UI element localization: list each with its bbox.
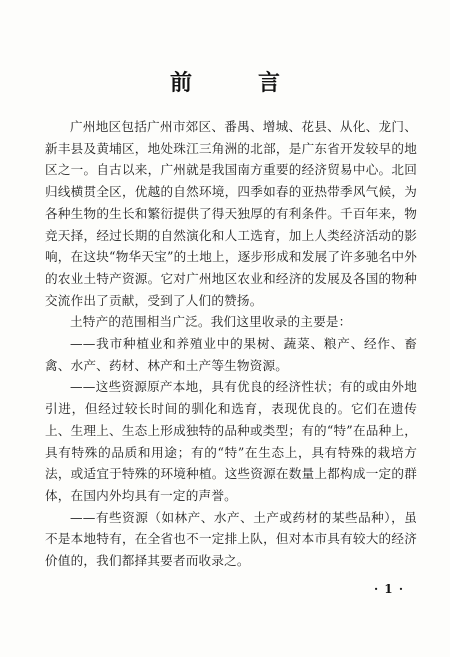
page-title: 前 言 (169, 71, 302, 96)
paragraph-scope: 土特产的范围相当广泛。我们这里收录的主要是： (70, 314, 352, 330)
paragraph-intro: 广州地区包括广州市郊区、番禺、增城、花县、从化、龙门、新丰县及黄埔区，地处珠江三角洲的北部，是广东省开发较早的地区之一。自古以来，广州就是我国南方重要的经济贸易中心。北回归线横贯全区，优越的自然环境，四季如春的亚热带季风气候，为各种生物的生长和繁衍提供了得天独厚的有利条件。千百年来，物竞天择，经过长期的自然演化和人工选育，加上人类经济活动的影响，在这块“物华天宝”的土地上，逐步形成和发展了许多驰名中外的农业土特产资源。它对广州地区农业和经济的发展及各国的物种交流作出了贡献，受到了人们的赞扬。 (45, 119, 417, 308)
body-text (45, 116, 417, 572)
paragraph-item-native: ——这些资源原产本地，具有优良的经济性状；有的或由外地引进，但经过较长时间的驯化和选育，表现优良的。它们在遗传上、生理上、生态上形成独特的品种或类型；有的“特”在品种上，具有特殊的品质和用途；有的“特”在生态上，具有特殊的栽培方法，或适宜于特殊的环境种植。这些资源在数量上都构成一定的群体，在国内外均具有一定的声誉。 (45, 379, 417, 503)
page-number: · 1 · (373, 582, 404, 596)
paragraph-item-resources: ——我市种植业和养殖业中的果树、蔬菜、粮产、经作、畜禽、水产、药材、林产和土产等生物资源。 (45, 336, 417, 373)
paragraph-item-selected: ——有些资源（如林产、水产、土产或药材的某些品种），虽不是本地特有，在全省也不一定排上队，但对本市具有较大的经济价值的，我们都择其要者而收录之。 (45, 509, 417, 569)
